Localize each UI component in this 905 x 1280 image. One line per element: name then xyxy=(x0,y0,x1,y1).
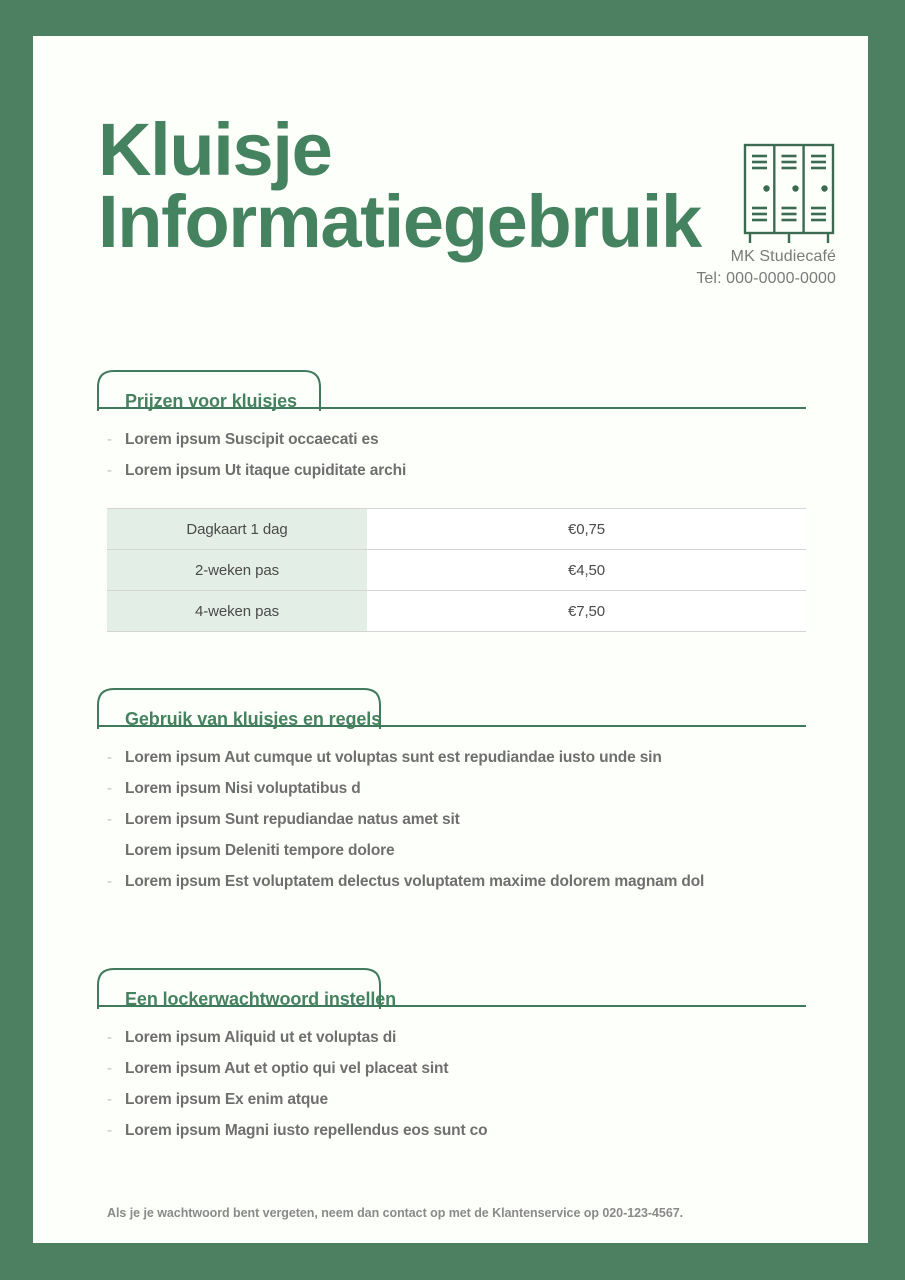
table-row xyxy=(107,591,806,632)
bullet-dash-icon: - xyxy=(107,780,112,797)
section-title-prices: Prijzen voor kluisjes xyxy=(125,391,297,411)
price-value-cell: €4,50 xyxy=(367,550,806,591)
list-item xyxy=(33,835,868,866)
bullet-dash-icon: - xyxy=(107,1091,112,1108)
bullet-dash-icon: - xyxy=(107,462,112,479)
section-title-rules: Gebruik van kluisjes en regels xyxy=(125,709,382,729)
section-prices-bullets xyxy=(33,424,868,486)
price-table xyxy=(107,508,806,632)
bullet-dash-icon: - xyxy=(107,749,112,766)
bullet-dash-icon: - xyxy=(107,811,112,828)
table-row xyxy=(107,509,806,550)
document-page xyxy=(33,36,868,1243)
bullet-dash-icon: - xyxy=(107,873,112,890)
list-item xyxy=(33,1084,868,1115)
section-prices-header xyxy=(33,368,868,414)
list-item-label: Lorem ipsum Ut itaque cupiditate archi xyxy=(125,462,407,479)
list-item xyxy=(33,424,868,455)
list-item-label: Lorem ipsum Aliquid ut et voluptas di xyxy=(125,1029,397,1046)
list-item-label: Lorem ipsum Sunt repudiandae natus amet sit xyxy=(125,811,460,828)
section-title-password: Een lockerwachtwoord instellen xyxy=(125,989,397,1009)
price-value-cell: €7,50 xyxy=(367,591,806,632)
bullet-dash-icon: - xyxy=(107,431,112,448)
list-item-label: Lorem ipsum Aut cumque ut voluptas sunt est repudiandae iusto unde sin xyxy=(125,749,662,766)
brand-name: MK Studiecafé xyxy=(730,248,836,265)
list-item xyxy=(33,866,868,897)
section-rules xyxy=(33,686,868,890)
price-label-cell: 2-weken pas xyxy=(107,550,367,591)
list-item xyxy=(33,1115,868,1146)
price-label-cell: 4-weken pas xyxy=(107,591,367,632)
document-header xyxy=(33,36,868,326)
page-title xyxy=(98,108,858,263)
brand-telephone: Tel: 000-0000-0000 xyxy=(696,269,836,287)
list-item xyxy=(33,742,868,773)
list-item-label: Lorem ipsum Est voluptatem delectus voluptatem maxime dolorem magnam dol xyxy=(125,873,705,890)
list-item-label: Lorem ipsum Nisi voluptatibus d xyxy=(125,780,361,797)
bullet-dash-icon: - xyxy=(107,1060,112,1077)
section-password-header xyxy=(33,966,868,1012)
list-item-label: Lorem ipsum Suscipit occaecati es xyxy=(125,431,379,448)
section-password-bullets xyxy=(33,1022,868,1146)
list-item xyxy=(33,773,868,804)
list-item xyxy=(33,804,868,835)
list-item xyxy=(33,1053,868,1084)
list-item-label: Lorem ipsum Aut et optio qui vel placeat sint xyxy=(125,1060,449,1077)
list-item-label: Lorem ipsum Ex enim atque xyxy=(125,1091,328,1108)
list-item-label: Lorem ipsum Deleniti tempore dolore xyxy=(125,842,395,859)
bullet-dash-icon: - xyxy=(107,1122,112,1139)
bullet-dash-icon: - xyxy=(107,1029,112,1046)
price-value-cell: €0,75 xyxy=(367,509,806,550)
section-password xyxy=(33,966,868,1220)
page-title-line-2: Informatiegebruik xyxy=(98,179,701,263)
password-help-note: Als je je wachtwoord bent vergeten, neem dan contact op met de Klantenservice op 020-123-4567. xyxy=(107,1206,684,1220)
list-item xyxy=(33,1022,868,1053)
section-rules-bullets xyxy=(33,742,868,897)
list-item-label: Lorem ipsum Magni iusto repellendus eos sunt co xyxy=(125,1122,488,1139)
section-rules-header xyxy=(33,686,868,732)
price-label-cell: Dagkaart 1 dag xyxy=(107,509,367,550)
list-item xyxy=(33,455,868,486)
table-row xyxy=(107,550,806,591)
section-prices xyxy=(33,368,868,620)
page-title-line-1: Kluisje xyxy=(98,108,332,191)
